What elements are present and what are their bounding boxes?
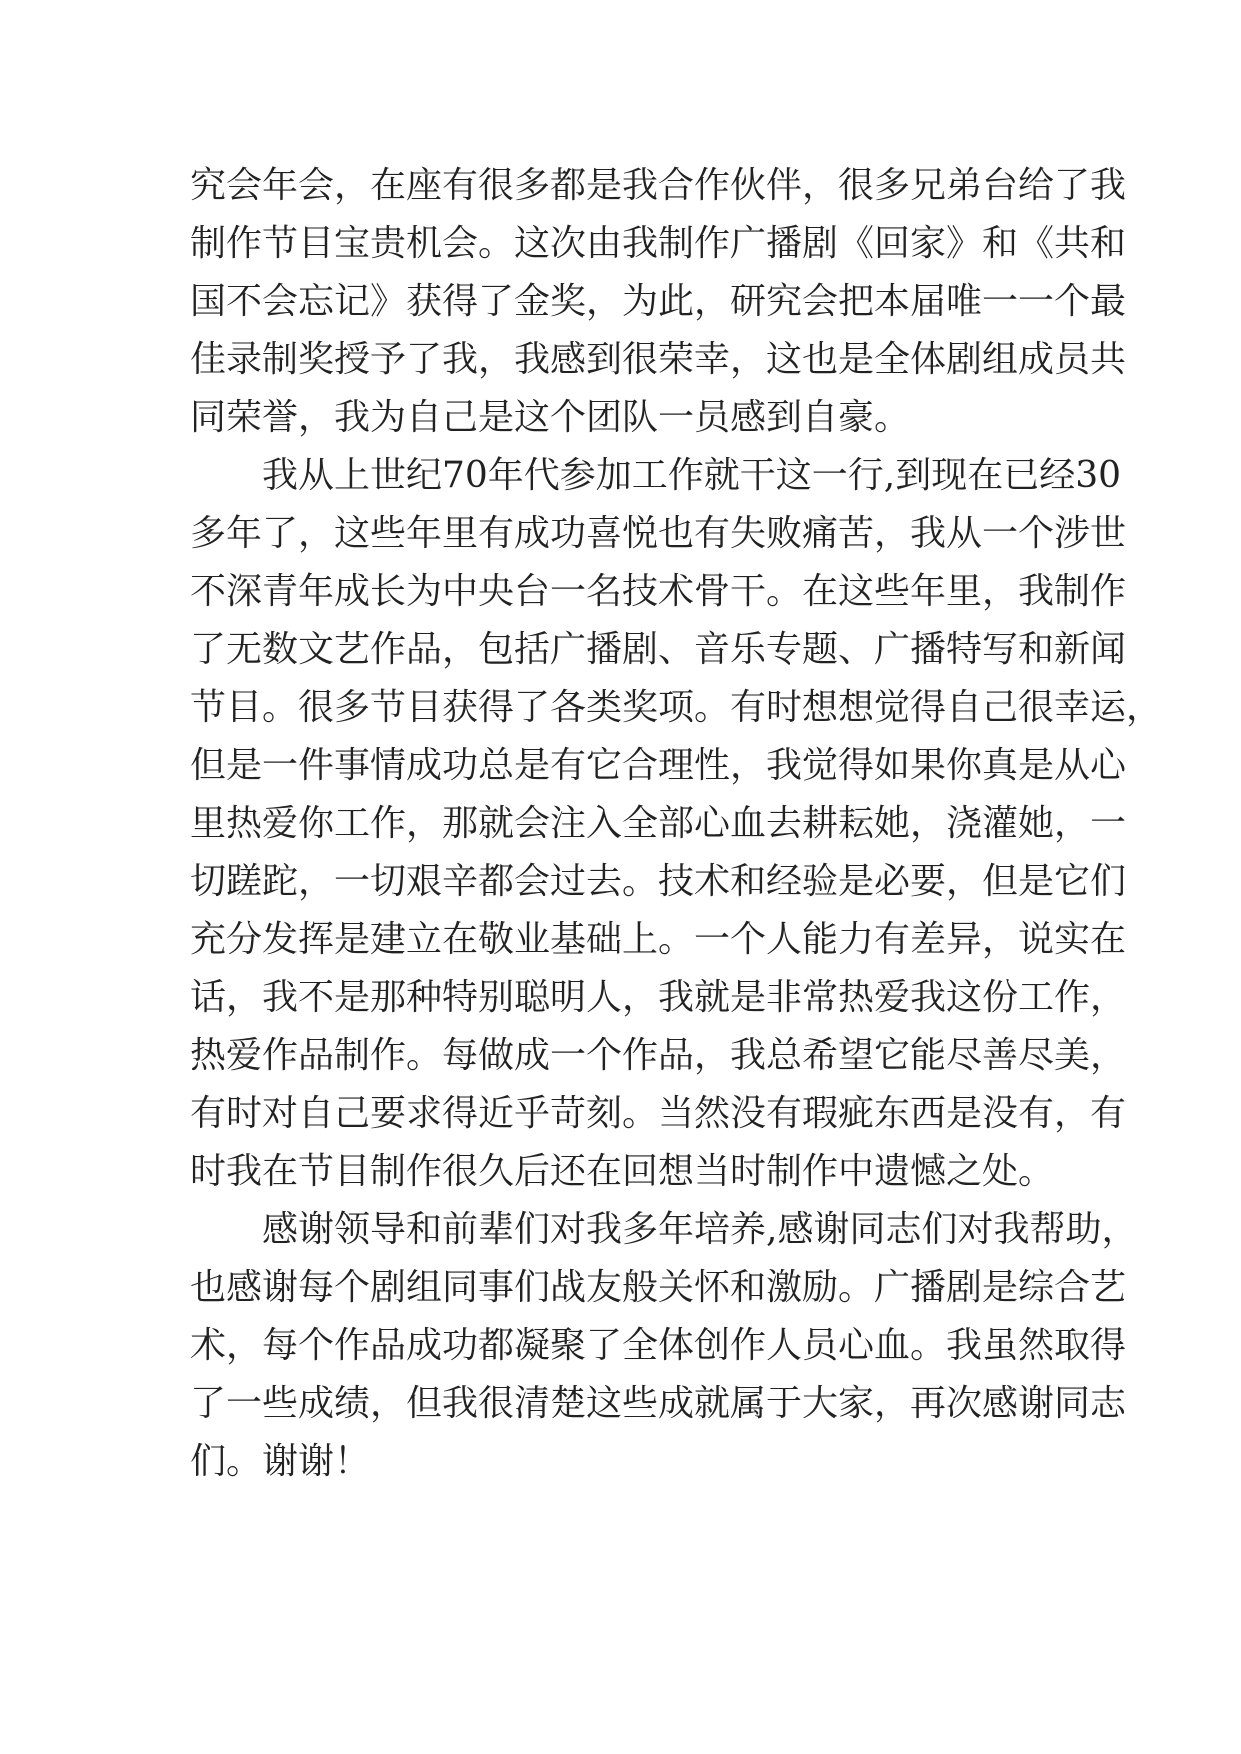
document-body (190, 157, 1163, 1491)
paragraph-3-line-1: 感谢领导和前辈们对我多年培养,感谢同志们对我帮助， (262, 1209, 1138, 1250)
paragraph-1-line-1: 究会年会，在座有很多都是我合作伙伴，很多兄弟台给了我 (190, 165, 1127, 206)
paragraph-2-line-10: 话，我不是那种特别聪明人，我就是非常热爱我这份工作， (190, 977, 1127, 1018)
paragraph-2-line-1: 我从上世纪70年代参加工作就干这一行,到现在已经30 (262, 455, 1122, 496)
paragraph-3-line-3: 术，每个作品成功都凝聚了全体创作人员心血。我虽然取得 (190, 1325, 1127, 1366)
paragraph-2-line-3: 不深青年成长为中央台一名技术骨干。在这些年里，我制作 (190, 571, 1127, 612)
paragraph-1-line-2: 制作节目宝贵机会。这次由我制作广播剧《回家》和《共和 (190, 223, 1127, 264)
paragraph-2-line-5: 节目。很多节目获得了各类奖项。有时想想觉得自己很幸运， (190, 687, 1163, 728)
paragraph-3-line-2: 也感谢每个剧组同事们战友般关怀和激励。广播剧是综合艺 (190, 1267, 1127, 1308)
paragraph-2-line-12: 有时对自己要求得近乎苛刻。当然没有瑕疵东西是没有，有 (190, 1093, 1127, 1134)
paragraph-1-line-5: 同荣誉，我为自己是这个团队一员感到自豪。 (190, 397, 911, 438)
paragraph-1-line-4: 佳录制奖授予了我，我感到很荣幸，这也是全体剧组成员共 (190, 339, 1127, 380)
paragraph-2-line-2: 多年了，这些年里有成功喜悦也有失败痛苦，我从一个涉世 (190, 513, 1127, 554)
paragraph-2-line-9: 充分发挥是建立在敬业基础上。一个人能力有差异，说实在 (190, 919, 1127, 960)
paragraph-2-line-6: 但是一件事情成功总是有它合理性，我觉得如果你真是从心 (190, 745, 1127, 786)
paragraph-3-line-4: 了一些成绩，但我很清楚这些成就属于大家，再次感谢同志 (190, 1383, 1127, 1424)
paragraph-2-line-8: 切蹉跎，一切艰辛都会过去。技术和经验是必要，但是它们 (190, 861, 1127, 902)
paragraph-2-line-4: 了无数文艺作品，包括广播剧、音乐专题、广播特写和新闻 (190, 629, 1127, 670)
paragraph-2-line-7: 里热爱你工作，那就会注入全部心血去耕耘她，浇灌她，一 (190, 803, 1127, 844)
paragraph-2-line-13: 时我在节目制作很久后还在回想当时制作中遗憾之处。 (190, 1151, 1055, 1192)
paragraph-2-line-11: 热爱作品制作。每做成一个作品，我总希望它能尽善尽美， (190, 1035, 1127, 1076)
paragraph-3-line-5: 们。谢谢！ (190, 1441, 371, 1482)
paragraph-1-line-3: 国不会忘记》获得了金奖，为此，研究会把本届唯一一个最 (190, 281, 1127, 322)
